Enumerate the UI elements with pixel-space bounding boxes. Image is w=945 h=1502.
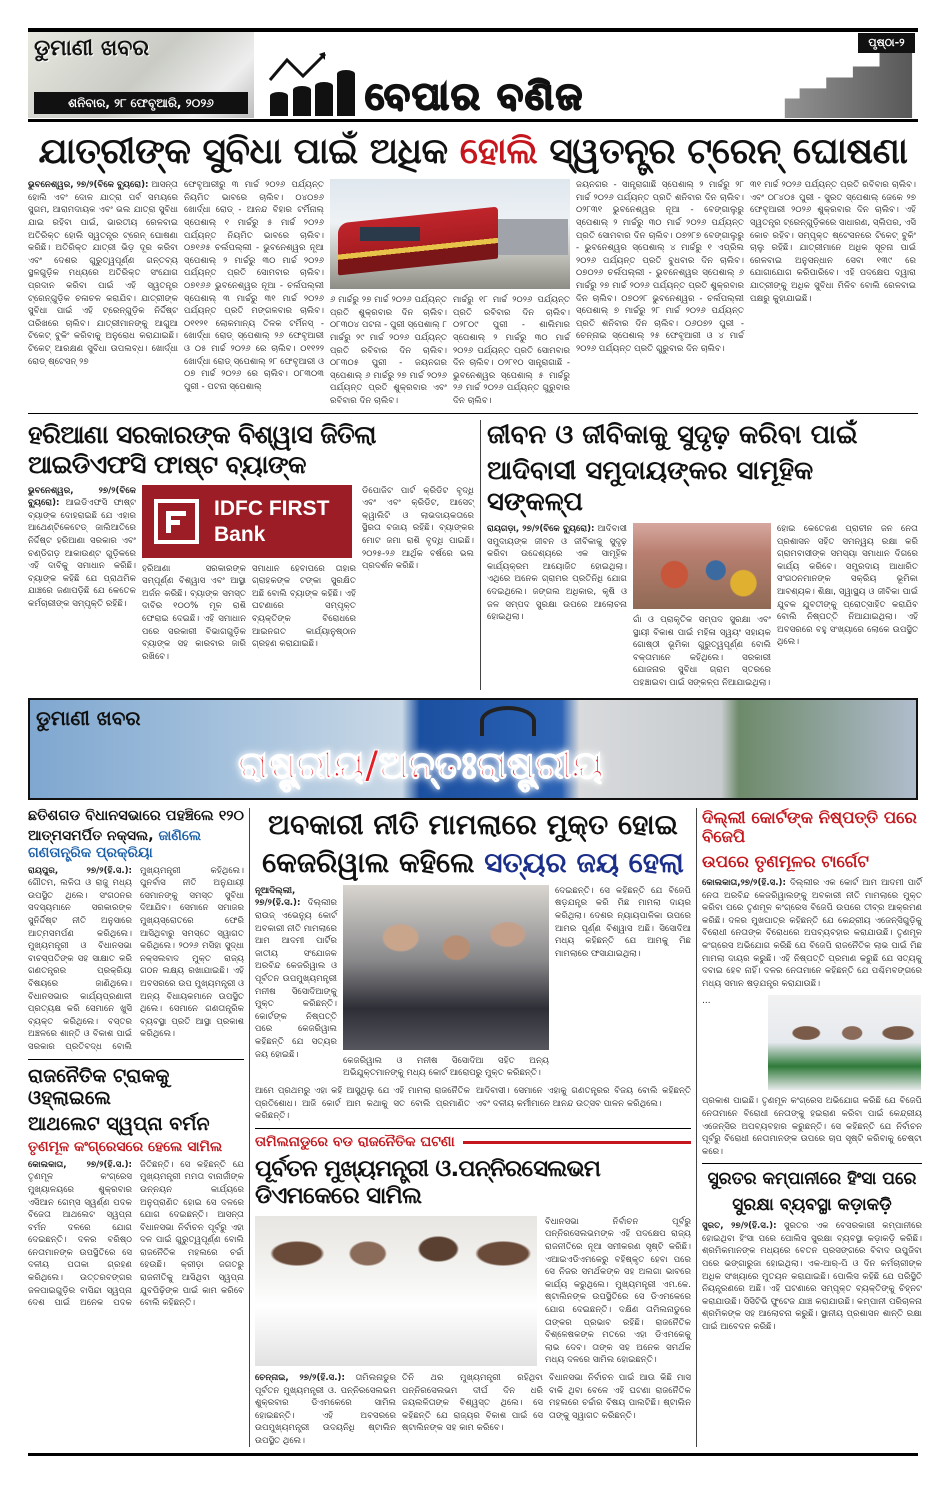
article3 xyxy=(487,420,918,690)
dateline: ଚେନ୍ନାଇ, ୨୭/୨(ହି.ସ.): xyxy=(255,1372,345,1383)
headline-part: ସ୍ୱତନ୍ତ୍ର ଟ୍ରେନ୍ ଘୋଷଣା xyxy=(549,131,908,172)
idfc-logo-icon xyxy=(154,499,199,544)
article-text: ଆଇଡିଏଫସି ଫାଷ୍ଟ ବ୍ୟାଙ୍କ ଦୋହରାଇଛି ଯେ ଏହାର ଆଥେଣ୍ଟିକେଟେଡ୍ ଜାଲିଆତିରେ ନିର୍ଦ୍ଦିଷ୍ଟ ହରିଆଣା ସରକାର ଏବଂ ଚଣ୍ଡିଗଡ଼ ଆକାଉଣ୍ଟ ଗୁଡ଼ିକରେ ଏହି ଦାବିକୁ ସମାଧାନ କରିଛି। ବ୍ୟାଙ୍କ କହିଛି ଯେ ପ୍ରାଥମିକ ଯାଞ୍ଚରେ ଜଣାପଡ଼ିଛି ଯେ କେତେକ କର୍ମଚାରୀଙ୍କ ସମ୍ପୃକ୍ତି ରହିଛି। xyxy=(28,498,136,609)
logo-text: IDFC FIRST xyxy=(214,496,330,520)
section-title: ବେପାର ବଣିଜ xyxy=(365,74,584,118)
article8 xyxy=(702,808,922,1159)
article9-body xyxy=(702,1220,922,1333)
dateline: କୋଲକାତା, ୨୭/୨(ହି.ସ.): xyxy=(28,1159,132,1170)
article9 xyxy=(702,1169,922,1333)
article1-col6: ୩୧ ମାର୍ଚ୍ଚ ୨୦୨୬ ପର୍ଯ୍ୟନ୍ତ ପ୍ରତି ରବିବାର ଚାଲିବ। ଏବଂ ୦୮୪୦୫ ପୁରୀ - ସୁରତ ସ୍ପେଶାଲ୍ ଜେକେ ୨୭ ଫେବୃଆରୀ ୨୦୨୬ ଶୁକ୍ରବାର ଦିନ ଚାଲିବ। ଏହି ସ୍ୱତନ୍ତ୍ର ଟ୍ରେନ୍‌ଗୁଡ଼ିକରେ ସାଧାରଣ, ସ୍ଲିପର, ଏସି କୋଚ ରହିବ। ସମ୍ପୃକ୍ତ ଷ୍ଟେସନରେ ଟିକେଟ୍ ବୁକିଂ ଚାଲୁ ରହିଛି। ଯାତ୍ରୀମାନେ ଅଧିକ ସୂଚନା ପାଇଁ ରେଳବାଇ ଅନୁସନ୍ଧାନ ସେବା ୧୩୯ ରେ ଯୋଗାଯୋଗ କରିପାରିବେ। ଏହି ପଦକ୍ଷେପ ଦ୍ୱାରା ଯାତ୍ରୀଙ୍କୁ ଅଧିକ ସୁବିଧା ମିଳିବ ବୋଲି ରେଳବାଇ ପକ୍ଷରୁ କୁହାଯାଇଛି। xyxy=(750,180,916,304)
article7-headline: ପୂର୍ବତନ ମୁଖ୍ୟମନ୍ତ୍ରୀ ଓ.ପନ୍ନିରସେଲଭମ ଡିଏମକେରେ ସାମିଲ xyxy=(255,1155,601,1210)
tribal-meeting-photo xyxy=(633,523,771,609)
banner-title: ରାଷ୍ଟ୍ରୀୟ/ଅନ୍ତଃରାଷ୍ଟ୍ରୀୟ xyxy=(238,742,604,787)
article8-body xyxy=(702,877,922,990)
article-text: ତାମିଲନାଡୁର ପୂର୍ବତନ ମୁଖ୍ୟମନ୍ତ୍ରୀ ଓ. ପନ୍ନିରସେଲଭମ ଶୁକ୍ରବାର ଡିଏମକେରେ ସାମିଲ ହୋଇଛନ୍ତି। ଏହି ଅବସରରେ ଉପମୁଖ୍ୟମନ୍ତ୍ରୀ ଉଦୟନିଧି ଷ୍ଟାଲିନ ଉପସ୍ଥିତ ଥିଲେ। xyxy=(255,1372,396,1446)
divider xyxy=(249,808,250,1448)
article1-headline xyxy=(28,130,918,173)
article5-headline-line1: ରାଜନୈତିକ ଟ୍ରାକକୁ ଓହ୍ଲାଇଲେ xyxy=(28,1064,170,1110)
dateline: ରାୟଗଡ଼ା, ୨୭/୨(ବିକେ ବ୍ୟୁରୋ): xyxy=(487,524,595,535)
article2-col2: ହରିଆଣା ସରକାରଙ୍କ ସମ୍ପୂର୍ଣ୍ଣ ବିଶ୍ୱାସ ଏବଂ ଆସ୍ଥା ଅର୍ଜନ କରିଛି। ବ୍ୟାଙ୍କ ସମସ୍ତ ଦାବିର ୧୦୦% ମୂଳ ରାଶି ଫେରାଇ ଦେଇଛି। ଏହି ସମାଧାନ ପରେ ସରକାରୀ ବିଭାଗଗୁଡ଼ିକ ବ୍ୟାଙ୍କ ସହ କାରବାର ଜାରି ରଖିବେ। xyxy=(142,563,246,662)
article3-headline-line1: ଜୀବନ ଓ ଜୀବିକାକୁ ସୁଦୃଢ଼ କରିବା ପାଇଁ xyxy=(487,419,858,450)
divider xyxy=(28,413,918,414)
article2-headline: ହରିଆଣା ସରକାରଙ୍କ ବିଶ୍ୱାସ ଜିତିଲା ଆଇଡିଏଫସି ଫାଷ୍ଟ ବ୍ୟାଙ୍କ xyxy=(28,419,376,479)
article6-col5: ଆଦିବାସୀ। ସେମାନେ ଏହାକୁ ଗଣତନ୍ତ୍ରର ବିଜୟ ବୋଲି କହିଛନ୍ତି ଏବଂ ଦଳୀୟ କର୍ମୀମାନେ ଆନନ୍ଦ ଉତ୍ସବ ପାଳନ କରିଥିଲେ। xyxy=(476,1086,691,1109)
divider xyxy=(696,808,697,1448)
article4 xyxy=(28,808,244,1054)
article1-col5: ଜୟନଗର - ସାନ୍ତ୍ରାଗାଛି ସ୍ପେଶାଲ୍ ୨ ମାର୍ଚ୍ଚରୁ ୨୮ ମାର୍ଚ୍ଚ ୨୦୨୬ ପର୍ଯ୍ୟନ୍ତ ପ୍ରତି ଶନିବାର ଦିନ ଚାଲିବ। ୦୨୮୩୧ ଭୁବନେଶ୍ୱର ନୂଆ - ବେଙ୍ଗାଲୁରୁ ସ୍ପେଶାଲ୍ ୨ ମାର୍ଚ୍ଚରୁ ୩୦ ମାର୍ଚ୍ଚ ୨୦୨୬ ପର୍ଯ୍ୟନ୍ତ ପ୍ରତି ସୋମବାର ଦିନ ଚାଲିବ। ୦୭୨୮୭ ବେଙ୍ଗାଲୁରୁ - ଭୁବନେଶ୍ୱର ସ୍ପେଶାଲ୍ ୪ ମାର୍ଚ୍ଚରୁ ୧ ଏପ୍ରିଲ ୨୦୨୬ ପର୍ଯ୍ୟନ୍ତ ପ୍ରତି ବୁଧବାର ଦିନ ଚାଲିବ। ୦୭୦୨୬ ଚର୍ଲପଲ୍ଲୀ - ଭୁବନେଶ୍ୱର ସ୍ପେଶାଲ୍ ୬ ମାର୍ଚ୍ଚରୁ ୨୭ ମାର୍ଚ୍ଚ ୨୦୨୬ ପର୍ଯ୍ୟନ୍ତ ପ୍ରତି ଶୁକ୍ରବାର ଦିନ ଚାଲିବ। ୦୭୦୨୮ ଭୁବନେଶ୍ୱର - ଚର୍ଲପଲ୍ଲୀ ସ୍ପେଶାଲ୍ ୭ ମାର୍ଚ୍ଚରୁ ୨୮ ମାର୍ଚ୍ଚ ୨୦୨୬ ପର୍ଯ୍ୟନ୍ତ ପ୍ରତି ଶନିବାର ଦିନ ଚାଲିବ। ୦୬୦୭୨ ପୁରୀ - ଚେନ୍ନାଇ ସ୍ପେଶାଲ୍ ୨୫ ଫେବୃଆରୀ ଓ ୪ ମାର୍ଚ୍ଚ ୨୦୨୬ ପର୍ଯ୍ୟନ୍ତ ପ୍ରତି ଗୁରୁବାର ଦିନ ଚାଲିବ। xyxy=(576,180,744,354)
article-text: ଦିଲ୍ଲୀର ରାଉଜ୍ ଏଭେନ୍ୟୁ କୋର୍ଟ ଅବକାରୀ ନୀତି ମାମଲାରେ ଆମ ଆଦମୀ ପାର୍ଟିର ଜାତୀୟ ସଂଯୋଜକ ଅରବିନ୍ଦ କେଜରିୱାଲ ଓ ପୂର୍ବତନ ଉପମୁଖ୍ୟମନ୍ତ୍ରୀ ମନୀଷ ସିସୋଦିଆଙ୍କୁ ମୁକ୍ତ କରିଛନ୍ତି। କୋର୍ଟଙ୍କ ନିଷ୍ପତ୍ତି ପରେ କେଜରିୱାଲ କହିଛନ୍ତି ଯେ ସତ୍ୟର ଜୟ ହୋଇଛି। xyxy=(255,898,337,1060)
headline-part: ଯାତ୍ରୀଙ୍କ ସୁବିଧା ପାଇଁ ଅଧିକ xyxy=(38,131,448,172)
article5 xyxy=(28,1065,244,1310)
banner-brand: ଡୁମାଣୀ ଖବର xyxy=(36,705,141,730)
article6-col3: ଦେଇଛନ୍ତି। ସେ କହିଛନ୍ତି ଯେ ବିଜେପି ଷଡ଼ଯନ୍ତ୍ର କରି ମିଛ ମାମଲା ଦାୟର କରିଥିଲା। ଦେଶର ନ୍ୟାୟପାଳିକା ଉପରେ ଆମର ପୂର୍ଣ୍ଣ ବିଶ୍ୱାସ ଅଛି। ସିସୋଦିଆ ମଧ୍ୟ କହିଛନ୍ତି ଯେ ଆମକୁ ମିଛ ମାମଲାରେ ଫସାଯାଇଥିଲା। xyxy=(555,885,691,959)
article-text: ଆଦିବାସୀ ସମୁଦାୟଙ୍କ ଜୀବନ ଓ ଜୀବିକାକୁ ସୁଦୃଢ଼ କରିବା ଉଦ୍ଦେଶ୍ୟରେ ଏକ ସାମୂହିକ କାର୍ଯ୍ୟକ୍ରମ ଆୟୋଜିତ ହୋଇଥିଲା। ଏଥିରେ ଅନେକ ଗ୍ରାମର ପ୍ରତିନିଧି ଯୋଗ ଦେଇଥିଲେ। ଜଙ୍ଗଲ ଅଧିକାର, କୃଷି ଓ ଜଳ ସମ୍ପଦ ସୁରକ୍ଷା ଉପରେ ଆଲୋଚନା ହୋଇଥିଲା। xyxy=(487,524,628,623)
tmc-press-conference-photo xyxy=(768,995,921,1090)
article8-body2: ପ୍ରକାଶ ପାଇଛି। ତୃଣମୂଳ କଂଗ୍ରେସ ଅଭିଯୋଗ କରିଛି ଯେ ବିଜେପି ନେତାମାନେ ବିରୋଧୀ ନେତାଙ୍କୁ ହଇରାଣ କରିବା ପାଇଁ କେନ୍ଦ୍ରୀୟ ଏଜେନ୍ସିର ଅପବ୍ୟବହାର କରୁଛନ୍ତି। ସେ କହିଛନ୍ତି ଯେ ନିର୍ବାଚନ ପୂର୍ବରୁ ବିରୋଧୀ ନେତାମାନଙ୍କ ଉପରେ ଚାପ ସୃଷ୍ଟି କରିବାକୁ ଚେଷ୍ଟା କରେ। xyxy=(702,1096,922,1157)
article-text: ଦିଲ୍ଲୀର ଏକ କୋର୍ଟ ଆମ ଆଦମୀ ପାର୍ଟି ନେତା ଅରବିନ୍ଦ କେଜରିୱାଲଙ୍କୁ ଅବକାରୀ ନୀତି ମାମଲାରେ ମୁକ୍ତ କରିବା ପରେ ତୃଣମୂଳ କଂଗ୍ରେସ ବିଜେପି ଉପରେ ତୀବ୍ର ଆକ୍ରମଣ କରିଛି। ଦଳର ମୁଖପାତ୍ର କହିଛନ୍ତି ଯେ କେନ୍ଦ୍ରୀୟ ଏଜେନ୍ସିଗୁଡ଼ିକୁ ବିରୋଧୀ ନେତାଙ୍କ ବିରୋଧରେ ଅପବ୍ୟବହାର କରାଯାଉଛି। ତୃଣମୂଳ କଂଗ୍ରେସ ଅଭିଯୋଗ କରିଛି ଯେ ବିଜେପି ରାଜନୈତିକ ଲାଭ ପାଇଁ ମିଛ ମାମଲା ଦାୟର କରୁଛି। ଏହି ନିଷ୍ପତ୍ତି ପ୍ରମାଣ କରୁଛି ଯେ ସତ୍ୟକୁ ଦବାଇ ହେବ ନାହିଁ। ଦଳର ନେତାମାନେ କହିଛନ୍ତି ଯେ ପଶ୍ଚିମବଙ୍ଗରେ ମଧ୍ୟ ସମାନ ଷଡ଼ଯନ୍ତ୍ର କରାଯାଉଛି। xyxy=(702,878,923,989)
article4-body xyxy=(28,865,244,1054)
article1-col1 xyxy=(28,179,178,368)
article9-headline-line2: ସୁରକ୍ଷା ବ୍ୟବସ୍ଥା କଡ଼ାକଡ଼ି xyxy=(732,1194,892,1215)
article5-body xyxy=(28,1159,244,1310)
dateline: ସୁରତ, ୨୭/୨(ହି.ସ.): xyxy=(702,1221,777,1232)
divider xyxy=(480,420,481,690)
panneerselvam-joins-dmk-photo xyxy=(255,1216,537,1366)
article7-col2: ତିନି ଥର ମୁଖ୍ୟମନ୍ତ୍ରୀ ରହିଥିବା ପନ୍ନିରସେଲଭମ ଦୀର୍ଘ ଦିନ ଧରି ଜୟଲଳିତାଙ୍କ ବିଶ୍ୱସ୍ତ ଥିଲେ। ସେ କହିଛନ୍ତି ଯେ ରାଜ୍ୟର ବିକାଶ ପାଇଁ ସେ ଷ୍ଟାଲିନଙ୍କ ସହ କାମ କରିବେ। xyxy=(402,1372,543,1434)
national-international-banner xyxy=(28,698,918,800)
globe-icon xyxy=(480,706,536,736)
page-number: ପୃଷ୍ଠା-୨ xyxy=(858,33,915,53)
article8-body-side: … xyxy=(702,996,711,1007)
article6-col1 xyxy=(255,885,337,1061)
article7-col1 xyxy=(255,1372,396,1448)
article8-headline-line2: ଉପରେ ତୃଣମୂଳର ଟାର୍ଗେଟ xyxy=(702,852,869,872)
article1-col3: ୬ ମାର୍ଚ୍ଚରୁ ୨୭ ମାର୍ଚ୍ଚ ୨୦୨୬ ପର୍ଯ୍ୟନ୍ତ ପ୍ରତି ଶୁକ୍ରବାର ଦିନ ଚାଲିବ। ୦୮୩୦୪ ପଟନା - ପୁରୀ ସ୍ପେଶାଲ୍ ୮ ମାର୍ଚ୍ଚରୁ ୨୯ ମାର୍ଚ୍ଚ ୨୦୨୬ ପର୍ଯ୍ୟନ୍ତ ପ୍ରତି ରବିବାର ଦିନ ଚାଲିବ। ୦୮୩୦୫ ପୁରୀ - ଜୟନଗର ସ୍ପେଶାଲ୍ ୬ ମାର୍ଚ୍ଚରୁ ୨୭ ମାର୍ଚ୍ଚ ୨୦୨୬ ପର୍ଯ୍ୟନ୍ତ ପ୍ରତି ଶୁକ୍ରବାର ଏବଂ ରବିବାର ଦିନ ଚାଲିବ। xyxy=(330,295,447,406)
article6-headline-line1: ଅବକାରୀ ନୀତି ମାମଲାରେ ମୁକ୍ତ ହୋଇ xyxy=(268,807,678,841)
dateline: ରାୟପୁର, ୨୭/୨(ହି.ସ.): xyxy=(28,865,132,876)
article6 xyxy=(255,808,691,1123)
article1-col4: ମାର୍ଚ୍ଚରୁ ୧୮ ମାର୍ଚ୍ଚ ୨୦୨୬ ପର୍ଯ୍ୟନ୍ତ ପ୍ରତି ରବିବାର ଦିନ ଚାଲିବ। ୦୨୮୦୯ ପୁରୀ - ଶାଲିମାର ସ୍ପେଶାଲ୍ ୨ ମାର୍ଚ୍ଚରୁ ୩୦ ମାର୍ଚ୍ଚ ୨୦୨୬ ପର୍ଯ୍ୟନ୍ତ ପ୍ରତି ସୋମବାର ଦିନ ଚାଲିବ। ୦୨୮୧୦ ସାନ୍ତ୍ରାଗାଛି - ଭୁବନେଶ୍ୱର ସ୍ପେଶାଲ୍ ୫ ମାର୍ଚ୍ଚରୁ ୨୬ ମାର୍ଚ୍ଚ ୨୦୨୬ ପର୍ଯ୍ୟନ୍ତ ଗୁରୁବାର ଦିନ ଚାଲିବ। xyxy=(453,295,570,406)
article2-col3: ସମାଧାନ ହେବାପରେ ତାହାର ଗ୍ରାହକଙ୍କ ଟଙ୍କା ସୁରକ୍ଷିତ ଅଛି ବୋଲି ବ୍ୟାଙ୍କ କହିଛି। ଏହି ଘଟଣାରେ ସମ୍ପୃକ୍ତ ବ୍ୟକ୍ତିଙ୍କ ବିରୋଧରେ ଆଇନଗତ କାର୍ଯ୍ୟାନୁଷ୍ଠାନ ଗ୍ରହଣ କରାଯାଇଛି। xyxy=(252,563,356,650)
article9-headline-line1: ସୁରତର କମ୍ପାନୀରେ ହିଂସା ପରେ xyxy=(707,1169,917,1190)
article2 xyxy=(28,420,474,664)
kejriwal-press-photo xyxy=(343,885,549,1050)
article2-col1 xyxy=(28,485,136,611)
divider xyxy=(28,1059,244,1060)
headline-highlight: ସତ୍ୟର ଜୟ ହେଲା xyxy=(484,846,684,880)
article-text: ତୃଣମୂଳ କଂଗ୍ରେସ ମୁଖ୍ୟାଳୟରେ ଶୁକ୍ରବାର ଏସିଆନ ଗେମ୍ସ ସ୍ୱର୍ଣ୍ଣ ପଦକ ବିଜେତା ଆଥଲେଟ ସ୍ୱପ୍ନା ବର୍ମନ ଦଳରେ ଯୋଗ ଦେଇଛନ୍ତି। ଦଳର ବରିଷ୍ଠ ନେତାମାନଙ୍କ ଉପସ୍ଥିତିରେ ସେ ଦଳୀୟ ପତାକା ଗ୍ରହଣ କରିଥିଲେ। ଉତ୍ତରବଙ୍ଗର ଜଳପାଇଗୁଡ଼ିର ବାସିନ୍ଦା ସ୍ୱପ୍ନା ଦେଶ ପାଇଁ ଅନେକ ପଦକ ଜିତିଛନ୍ତି। ସେ କହିଛନ୍ତି ଯେ ମୁଖ୍ୟମନ୍ତ୍ରୀ ମମତା ବାନାର୍ଜୀଙ୍କ ଉନ୍ନୟନ କାର୍ଯ୍ୟରେ ଅନୁପ୍ରାଣିତ ହୋଇ ସେ ଦଳରେ ଯୋଗ ଦେଇଛନ୍ତି। ଆସନ୍ତା ବିଧାନସଭା ନିର୍ବାଚନ ପୂର୍ବରୁ ଏହା ଦଳ ପାଇଁ ଗୁରୁତ୍ୱପୂର୍ଣ୍ଣ ବୋଲି ରାଜନୈତିକ ମହଲରେ ଚର୍ଚ୍ଚା ହେଉଛି। କ୍ରୀଡ଼ା ଜଗତରୁ ରାଜନୀତିକୁ ଆସିଥିବା ସ୍ୱପ୍ନା ଯୁବପିଢ଼ିଙ୍କ ପାଇଁ କାମ କରିବେ ବୋଲି କହିଛନ୍ତି। xyxy=(28,1159,244,1309)
article4-headline-line1: ଛତିଶଗଡ ବିଧାନସଭାରେ ପହଞ୍ଚିଲେ ୧୨୦ xyxy=(28,807,244,824)
idfc-first-bank-logo xyxy=(142,485,352,558)
article-text: ସୁରତର ଏକ ବେସରକାରୀ କମ୍ପାନୀରେ ହୋଇଥିବା ହିଂସା ପରେ ପୋଲିସ ସୁରକ୍ଷା ବ୍ୟବସ୍ଥା କଡ଼ାକଡ଼ି କରିଛି। ଶ୍ରମିକମାନଙ୍କ ମଧ୍ୟରେ ବେତନ ପ୍ରସଙ୍ଗରେ ବିବାଦ ଉପୁଜିବା ପରେ ଭଙ୍ଗାରୁଜା ହୋଇଥିଲା। ଏକ-ଆର୍-ପି ଓ ଦିନ କର୍ମଚାରୀଙ୍କ ଅଧିକ ସଂଖ୍ୟାରେ ମୁତୟନ କରାଯାଇଛି। ପୋଲିସ କହିଛି ଯେ ପରିସ୍ଥିତି ନିୟନ୍ତ୍ରଣରେ ଅଛି। ଏହି ଘଟଣାରେ ସମ୍ପୃକ୍ତ ବ୍ୟକ୍ତିଙ୍କୁ ଚିହ୍ନଟ କରାଯାଉଛି। ସିସିଟିଭି ଫୁଟେଜ ଯାଞ୍ଚ କରାଯାଉଛି। କମ୍ପାନୀ ପରିଚାଳନା ଶ୍ରମିକଙ୍କ ସହ ଆଲୋଚନା କରୁଛି। ସ୍ଥାନୀୟ ପ୍ରଶାସନ ଶାନ୍ତି ରକ୍ଷା ପାଇଁ ଆବେଦନ କରିଛି। xyxy=(702,1221,922,1332)
masthead xyxy=(28,28,918,122)
article2-col4: ଡିପୋଜିଟ ପାର୍ଟ କ୍ରିଡିଟ ବୃଦ୍ଧି ଏବଂ ଏବଂ କ୍ରିଡିଟ, ଆସେଟ୍ କ୍ୱାଲିଟି ଓ ଲାଭଦାୟକତାରେ ସ୍ଥିରତା ବଜାୟ ରହିଛି। ବ୍ୟାଙ୍କର ମୋଟ ଜମା ରାଶି ବୃଦ୍ଧି ପାଇଛି। ୨୦୨୫-୨୬ ଆର୍ଥିକ ବର୍ଷରେ ଭଲ ପ୍ରଦର୍ଶନ କରିଛି। xyxy=(362,485,474,572)
masthead-brand: ଡୁମାଣୀ ଖବର xyxy=(34,36,149,61)
article3-col2: ଗାଁ ଓ ପ୍ରାକୃତିକ ସମ୍ପଦ ସୁରକ୍ଷା ଏବଂ ସ୍ଥାୟୀ ବିକାଶ ପାଇଁ ମହିଳା ସ୍ୱୟଂ ସହାୟକ ଗୋଷ୍ଠୀ ଭୂମିକା ଗୁରୁତ୍ୱପୂର୍ଣ୍ଣ ବୋଲି ବକ୍ତାମାନେ କହିଥିଲେ। ସରକାରୀ ଯୋଜନାର ସୁବିଧା ଗ୍ରାମ ସ୍ତରରେ ପହଞ୍ଚାଇବା ପାଇଁ ସଙ୍କଳ୍ପ ନିଆଯାଇଥିଲା। xyxy=(633,615,771,689)
article5-headline-line2: ଆଥଲେଟ ସ୍ୱପ୍ନା ବର୍ମନ xyxy=(28,1113,210,1136)
article6-headline-line2 xyxy=(255,846,691,880)
dateline: କୋଲକାତା,୨୭/୨(ହି.ସ.): xyxy=(702,878,786,889)
dateline: ନୂଆଦିଲ୍ଲୀ, ୨୭/୨(ହି.ସ.): xyxy=(255,885,301,909)
bottom-rule xyxy=(28,1453,918,1456)
headline-highlight: ହୋଲି xyxy=(459,131,538,172)
article6-col2: କେଜରିୱାଲ ଓ ମନୀଷ ସିସୋଦିଆ ସହିତ ଅନ୍ୟ ଅଭିଯୁକ୍ତମାନଙ୍କୁ ମଧ୍ୟ କୋର୍ଟ ଆରୋପରୁ ମୁକ୍ତ କରିଛନ୍ତି। xyxy=(343,1055,549,1079)
dateline: ଭୁବନେଶ୍ୱର, ୨୭/୨(ବିକେ ବ୍ୟୁରୋ): xyxy=(28,180,149,191)
article7 xyxy=(255,1134,691,1448)
divider xyxy=(255,1128,691,1129)
masthead-rule xyxy=(28,119,918,122)
logo-text: Bank xyxy=(214,522,266,546)
dateline: ଭୁବନେଶ୍ୱର, ୨୭/୨(ବିକେ ବ୍ୟୁରୋ): xyxy=(28,485,136,509)
article-text: ଆସନ୍ତା ହୋଲି ଏବଂ ଦୋଳ ଯାତ୍ରା ପର୍ବ ସମୟରେ ସୁଗମ, ଆରାମଦାୟକ ଏବଂ ଭଲ ଯାତ୍ରା ସୁବିଧା ଯାଇ ରହିବା ପାଇଁ, ଭାରତୀୟ ରେଳବାଇ ଅତିରିକ୍ତ ହୋଲି ସ୍ୱତନ୍ତ୍ର ଟ୍ରେନ୍ ଘୋଷଣା କରିଛି। ଅତିରିକ୍ତ ଯାତ୍ରୀ ଭିଡ଼ ଦୂର କରିବା ଏବଂ ଦେଶର ଗୁରୁତ୍ୱପୂର୍ଣ୍ଣ ଗନ୍ତବ୍ୟ ସ୍ଥଳଗୁଡ଼ିକ ମଧ୍ୟରେ ଅତିରିକ୍ତ ସଂଯୋଗ ପ୍ରଦାନ କରିବା ପାଇଁ ଏହି ସ୍ୱତନ୍ତ୍ର ଟ୍ରେନ୍‌ଗୁଡ଼ିକ ଚଳାଚଳ କରାଯିବ। ଯାତ୍ରୀଙ୍କ ସୁବିଧା ପାଇଁ ଏହି ଟ୍ରେନ୍‌ଗୁଡ଼ିକ ନିର୍ଦ୍ଦିଷ୍ଟ ତାରିଖରେ ଚାଲିବ। ଯାତ୍ରୀମାନଙ୍କୁ ଆଗୁଆ ଟିକେଟ୍ ବୁକିଂ କରିବାକୁ ଅନୁରୋଧ କରାଯାଇଛି। ଟିକେଟ୍ ଆରକ୍ଷଣ ସୁବିଧା ଉପଲବ୍ଧ। ଖୋର୍ଦ୍ଧା ରୋଡ୍ ଷ୍ଟେସନ୍ ୨୭ xyxy=(28,180,178,367)
article6-col4: ଆମେ ପ୍ରଥମରୁ ଏହା କହି ଆସୁଥିଲୁ ଯେ ଏହି ମାମଲା ରାଜନୈତିକ ପ୍ରତିଶୋଧ। ଆଜି କୋର୍ଟ ଆମ କଥାକୁ ସତ ବୋଲି ପ୍ରମାଣିତ କରିଛନ୍ତି। xyxy=(255,1086,470,1122)
article4-headline-line2 xyxy=(28,828,244,862)
article7-col3: ବିଧାନସଭା ନିର୍ବାଚନ ପାଇଁ ଆଉ କିଛି ମାସ ବାକି ଥିବା ବେଳେ ଏହି ଘଟଣା ରାଜନୈତିକ ମହଲରେ ଚର୍ଚ୍ଚାର ବିଷୟ ପାଲଟିଛି। ଷ୍ଟାଲିନ ତାଙ୍କୁ ସ୍ୱାଗତ କରିଛନ୍ତି। xyxy=(549,1372,691,1421)
divider xyxy=(702,1163,922,1164)
article3-col1 xyxy=(487,523,627,624)
article5-subhead: ତୃଣମୂଳ କଂଗ୍ରେସରେ ହେଲେ ସାମିଲ xyxy=(28,1138,223,1155)
masthead-date: ଶନିବାର, ୨୮ ଫେବୃଆରି, ୨୦୨୬ xyxy=(34,92,248,114)
headline-highlight: ଜାଣିଲେ ଗଣତାନ୍ତ୍ରିକ ପ୍ରକ୍ରିୟା xyxy=(28,828,202,861)
headline-part: କେଜରିୱାଲ କହିଲେ xyxy=(262,846,475,880)
train-photo xyxy=(330,179,570,289)
article3-col3: ହୋଇ କେତେଜଣ ପ୍ରାଚୀନ ଜନ ନେତା ପ୍ରଶାସନ ସହିତ ସମନ୍ୱୟ ରକ୍ଷା କରି ଗ୍ରାମବାସୀଙ୍କ ସମସ୍ୟା ସମାଧାନ ଦିଗରେ କାର୍ଯ୍ୟ କରିବେ। ସମ୍ପ୍ରଦାୟ ଆଧାରିତ ସଂଗଠନମାନଙ୍କ ସକ୍ରିୟ ଭୂମିକା ଆବଶ୍ୟକ। ଶିକ୍ଷା, ସ୍ୱାସ୍ଥ୍ୟ ଓ ଜୀବିକା ପାଇଁ ଯୁବକ ଯୁବତୀଙ୍କୁ ପ୍ରୋତ୍ସାହିତ କରାଯିବ ବୋଲି ନିଷ୍ପତ୍ତି ନିଆଯାଇଥିଲା। ଏହି ଅବସରରେ ବହୁ ସଂଖ୍ୟାରେ ଲୋକେ ଉପସ୍ଥିତ ଥିଲେ। xyxy=(777,524,918,648)
article8-headline-line1: ଦିଲ୍ଲୀ କୋର୍ଟଙ୍କ ନିଷ୍ପତ୍ତି ପରେ ବିଜେପି xyxy=(702,807,917,847)
article1 xyxy=(28,130,918,414)
masthead-brand-box xyxy=(28,32,254,118)
article1-col2: ଫେବୃଆରୀରୁ ୩ ମାର୍ଚ୍ଚ ୨୦୨୬ ପର୍ଯ୍ୟନ୍ତ ନିୟମିତ ଭାବରେ ଚାଲିବ। ୦୪୦୭୬ ଖୋର୍ଦ୍ଧା ରୋଡ୍ - ଆନନ୍ଦ ବିହାର ଟର୍ମିନାଲ୍ ସ୍ପେଶାଲ୍ ୧ ମାର୍ଚ୍ଚରୁ ୫ ମାର୍ଚ୍ଚ ୨୦୨୬ ପର୍ଯ୍ୟନ୍ତ ନିୟମିତ ଭାବରେ ଚାଲିବ। ୦୭୧୬୫ ଚର୍ଲପଲ୍ଲୀ - ଭୁବନେଶ୍ୱର ନୂଆ ସ୍ପେଶାଲ୍ ୨ ମାର୍ଚ୍ଚରୁ ୩୦ ମାର୍ଚ୍ଚ ୨୦୨୬ ପର୍ଯ୍ୟନ୍ତ ପ୍ରତି ସୋମବାର ଚାଲିବ। ୦୭୧୬୬ ଭୁବନେଶ୍ୱର ନୂଆ - ଚର୍ଲପଲ୍ଲୀ ସ୍ପେଶାଲ୍ ୩ ମାର୍ଚ୍ଚରୁ ୩୧ ମାର୍ଚ୍ଚ ୨୦୨୬ ପର୍ଯ୍ୟନ୍ତ ପ୍ରତି ମଙ୍ଗଳବାର ଚାଲିବ। ୦୧୧୨୧ ଲୋକମାନ୍ୟ ତିଳକ ଟର୍ମିନସ୍ - ଖୋର୍ଦ୍ଧା ରୋଡ୍ ସ୍ପେଶାଲ୍ ୨୬ ଫେବୃଆରୀ ଓ ୦୫ ମାର୍ଚ୍ଚ ୨୦୨୬ ରେ ଚାଲିବ। ୦୧୧୨୨ ଖୋର୍ଦ୍ଧା ରୋଡ୍ ସ୍ପେଶାଲ୍ ୨୮ ଫେବୃଆରୀ ଓ ୦୭ ମାର୍ଚ୍ଚ ୨୦୨୬ ରେ ଚାଲିବ। ୦୮୩୦୩ ପୁରୀ - ପଟନା ସ୍ପେଶାଲ୍ xyxy=(184,180,324,392)
article7-col-right: ବିଧାନସଭା ନିର୍ବାଚନ ପୂର୍ବରୁ ପନ୍ନିରସେଲଭମଙ୍କ ଏହି ପଦକ୍ଷେପ ରାଜ୍ୟ ରାଜନୀତିରେ ନୂଆ ସମୀକରଣ ସୃଷ୍ଟି କରିଛି। ଏଆଇଏଡିଏମକେରୁ ବହିଷ୍କୃତ ହେବା ପରେ ସେ ନିଜର ସମର୍ଥକଙ୍କ ସହ ଅଲଗା ଭାବରେ କାର୍ଯ୍ୟ କରୁଥିଲେ। ମୁଖ୍ୟମନ୍ତ୍ରୀ ଏମ.କେ. ଷ୍ଟାଲିନଙ୍କ ଉପସ୍ଥିତିରେ ସେ ଡିଏମକେରେ ଯୋଗ ଦେଇଛନ୍ତି। ଦକ୍ଷିଣ ତାମିଲନାଡୁରେ ତାଙ୍କର ପ୍ରଭାବ ରହିଛି। ରାଜନୈତିକ ବିଶ୍ଳେଷକଙ୍କ ମତରେ ଏହା ଡିଏମକେକୁ ଲାଭ ଦେବ। ତାଙ୍କ ସହ ଅନେକ ସମର୍ଥକ ମଧ୍ୟ ଦଳରେ ସାମିଲ ହୋଇଛନ୍ତି। xyxy=(545,1216,691,1366)
article7-tag: ତାମିଲନାଡୁରେ ବଡ ରାଜନୈତିକ ଘଟଣା xyxy=(255,1133,455,1150)
headline-part: ଆତ୍ମସମର୍ପିତ ନକ୍ସଲ, xyxy=(28,828,154,845)
growth-chart-icon xyxy=(265,52,355,120)
article-text: ଗୌତମ, ଲଳିତା ଓ ରାଜୁ ମଧ୍ୟ ଉପସ୍ଥିତ ଥିଲେ। ସଂଗଠନର ସଦସ୍ୟମାନେ ସରକାରଙ୍କ ସୁନିର୍ଦ୍ଦିଷ୍ଟ ନୀତି ଅନୁସାରେ ଆତ୍ମସମର୍ପଣ କରିଥିଲେ। ମୁଖ୍ୟମନ୍ତ୍ରୀ ଓ ବିଧାନସଭା ବାଚସ୍ପତିଙ୍କ ସହ ସାକ୍ଷାତ କରି ଗଣତନ୍ତ୍ରର ପ୍ରକ୍ରିୟା ବିଷୟରେ ଜାଣିଥିଲେ। ବିଧାନସଭାର କାର୍ଯ୍ୟପ୍ରଣାଳୀ ପ୍ରତ୍ୟକ୍ଷ କରି ସେମାନେ ଖୁସି ବ୍ୟକ୍ତ କରିଥିଲେ। ବସ୍ତର ଅଞ୍ଚଳରେ ଶାନ୍ତି ଓ ବିକାଶ ପାଇଁ ସରକାର ପ୍ରତିବଦ୍ଧ ବୋଲି ମୁଖ୍ୟମନ୍ତ୍ରୀ କହିଥିଲେ। ପୁନର୍ବାସ ନୀତି ଅନୁଯାୟୀ ସେମାନଙ୍କୁ ସମସ୍ତ ସୁବିଧା ଦିଆଯିବ। ସେମାନେ ସମାଜର ମୁଖ୍ୟସ୍ରୋତରେ ଫେରି ଆସିଥିବାରୁ ସମସ୍ତେ ସ୍ୱାଗତ କରିଥିଲେ। ୨୦୨୬ ମସିହା ସୁଦ୍ଧା ନକ୍ସଲବାଦ ମୁକ୍ତ ରାଜ୍ୟ ଗଠନ ଲକ୍ଷ୍ୟ ରଖାଯାଇଛି। ଏହି ଅବସରରେ ଉପ ମୁଖ୍ୟମନ୍ତ୍ରୀ ଓ ଅନ୍ୟ ବିଧାୟକମାନେ ଉପସ୍ଥିତ ଥିଲେ। ସେମାନେ ଗଣତାନ୍ତ୍ରିକ ବ୍ୟବସ୍ଥା ପ୍ରତି ଆସ୍ଥା ପ୍ରକାଶ କରିଥିଲେ। xyxy=(28,865,244,1052)
tag-rule xyxy=(463,1141,691,1144)
article3-headline-line2: ଆଦିବାସୀ ସମୁଦାୟଙ୍କର ସାମୂହିକ ସଙ୍କଳ୍ପ xyxy=(487,455,814,517)
